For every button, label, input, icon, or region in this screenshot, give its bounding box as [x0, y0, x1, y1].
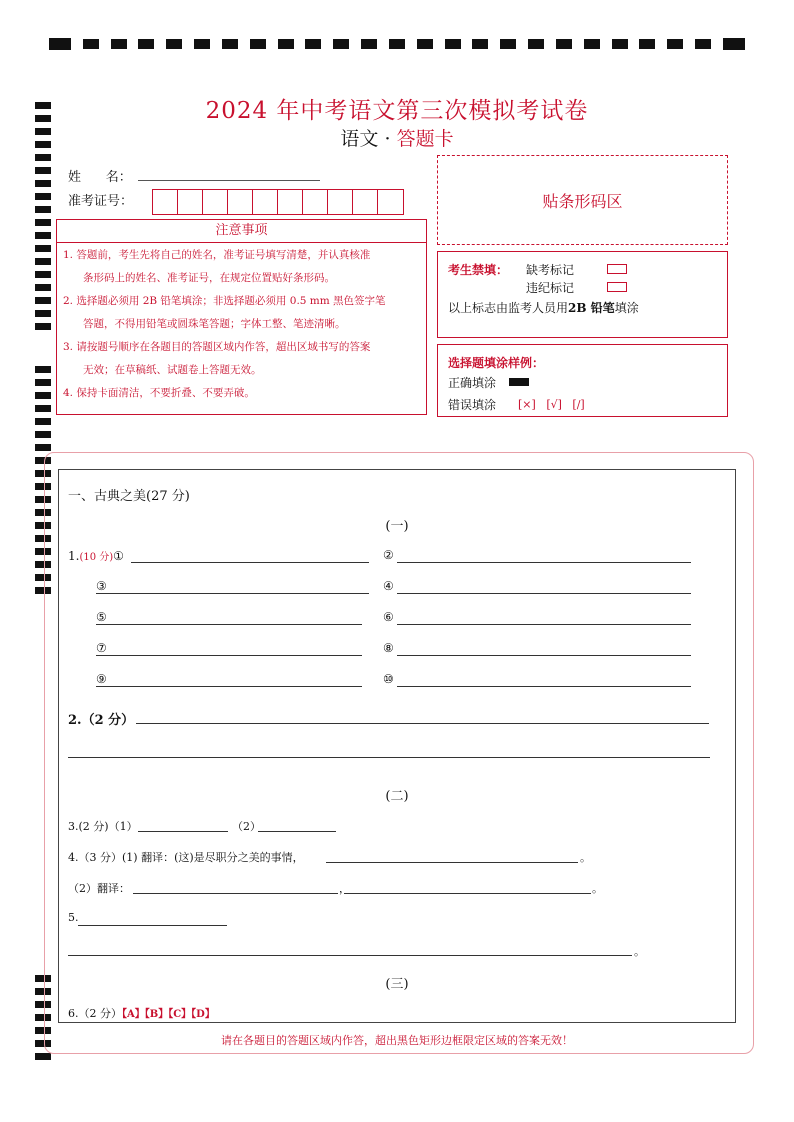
q4-blank-1[interactable]	[326, 862, 578, 863]
timing-mark	[389, 39, 405, 49]
page-subtitle	[0, 124, 794, 151]
blank-10-line[interactable]	[397, 686, 691, 687]
timing-mark	[639, 39, 655, 49]
timing-mark	[222, 39, 238, 49]
notice-item-3b: 无效；在草稿纸、试题卷上答题无效。	[83, 364, 262, 376]
exam-id-digit-box[interactable]	[153, 190, 178, 214]
q5-end: 。	[634, 945, 645, 958]
blank-4-label: ④	[383, 579, 394, 593]
exam-id-digit-box[interactable]	[178, 190, 203, 214]
timing-mark	[194, 39, 210, 49]
wrong-fill-marks	[518, 398, 585, 411]
timing-mark	[35, 219, 51, 226]
q4b-blank-2[interactable]	[344, 893, 591, 894]
barcode-area: 贴条形码区	[437, 155, 728, 245]
q4b-label: （2）翻译：	[68, 882, 130, 895]
timing-mark	[35, 154, 51, 161]
timing-mark	[35, 297, 51, 304]
name-field[interactable]	[138, 180, 320, 181]
timing-mark	[35, 167, 51, 174]
q5-blank-1[interactable]	[78, 925, 227, 926]
q4b-comma: ，	[339, 882, 350, 895]
exam-id-digit-box[interactable]	[253, 190, 278, 214]
page-title: 2024 年中考语文第三次模拟考试卷	[205, 98, 589, 124]
timing-mark	[35, 366, 51, 373]
part2-heading: (二)	[385, 789, 409, 804]
blank-3-line[interactable]	[96, 593, 369, 594]
blank-1-label: ①	[113, 549, 124, 563]
q3-label: 3.(2 分)（1）	[68, 820, 138, 833]
timing-mark	[35, 392, 51, 399]
exam-id-digit-box[interactable]	[228, 190, 253, 214]
blank-6-label: ⑥	[383, 610, 394, 624]
proctor-note-a: 以上标志由监考人员用	[448, 301, 569, 315]
q4-label: 4.（3 分）(1) 翻译：(这)是尽职分之美的事情，	[68, 851, 304, 864]
proctor-note-c: 填涂	[614, 301, 639, 315]
notice-box	[56, 219, 427, 415]
blank-5-label: ⑤	[96, 610, 107, 624]
fill-sample-heading: 选择题填涂样例：	[448, 356, 545, 370]
part3-heading: (三)	[385, 977, 409, 992]
wrong-mark-cross: [×]	[518, 398, 536, 411]
timing-mark	[35, 271, 51, 278]
timing-mark	[472, 39, 488, 49]
answer-card-label: 答题卡	[396, 128, 454, 150]
notice-heading: 注意事项	[57, 220, 426, 243]
notice-item-3a: 3. 请按题号顺序在各题目的答题区域内作答，超出区域书写的答案	[63, 341, 371, 353]
q3-blank-2[interactable]	[258, 831, 336, 832]
timing-mark	[35, 206, 51, 213]
timing-mark	[35, 1053, 51, 1060]
timing-mark	[305, 39, 321, 49]
violation-mark-label: 违纪标记	[526, 281, 575, 295]
timing-mark	[667, 39, 683, 49]
blank-2-label: ②	[383, 548, 394, 562]
exam-id-boxes[interactable]	[152, 189, 404, 215]
proctor-only-label: 考生禁填：	[448, 263, 509, 277]
timing-mark	[556, 39, 572, 49]
timing-mark	[35, 379, 51, 386]
answer-area	[58, 469, 736, 1023]
timing-mark	[278, 39, 294, 49]
q6-label	[68, 1005, 215, 1021]
timing-mark	[35, 310, 51, 317]
blank-4-line[interactable]	[397, 593, 691, 594]
blank-9-line[interactable]	[96, 686, 362, 687]
notice-item-1b: 条形码上的姓名、准考证号，在规定位置贴好条形码。	[83, 272, 335, 284]
q6-number: 6.（2 分）	[68, 1007, 122, 1020]
exam-id-digit-box[interactable]	[378, 190, 403, 214]
blank-10-label: ⑩	[383, 672, 394, 686]
notice-item-4: 4. 保持卡面清洁，不要折叠、不要弄破。	[63, 387, 255, 399]
timing-mark	[35, 444, 51, 451]
q5-blank-2[interactable]	[68, 955, 632, 956]
timing-mark	[35, 193, 51, 200]
q2-line-2[interactable]	[68, 757, 710, 758]
timing-mark	[83, 39, 99, 49]
q1-label	[68, 548, 124, 563]
footer-warning: 请在各题目的答题区域内作答，超出黑色矩形边框限定区域的答案无效！	[221, 1034, 573, 1047]
wrong-mark-check: [√]	[546, 398, 562, 411]
timing-mark	[35, 405, 51, 412]
q4b-end: 。	[592, 882, 603, 895]
blank-8-label: ⑧	[383, 641, 394, 655]
exam-id-digit-box[interactable]	[278, 190, 303, 214]
timing-mark	[361, 39, 377, 49]
timing-mark	[35, 418, 51, 425]
blank-7-label: ⑦	[96, 641, 107, 655]
notice-item-1a: 1. 答题前，考生先将自己的姓名，准考证号填写清楚，并认真核准	[63, 249, 371, 261]
timing-mark	[417, 39, 433, 49]
exam-id-label: 准考证号：	[68, 194, 134, 209]
timing-mark	[35, 245, 51, 252]
q1-score: (10 分)	[79, 552, 114, 563]
q5-label: 5.	[68, 911, 79, 924]
correct-fill-mark	[509, 378, 529, 386]
blank-5-line[interactable]	[96, 624, 362, 625]
proctor-only-box	[437, 251, 728, 338]
absent-mark-box[interactable]	[607, 264, 627, 274]
q4-end: 。	[580, 851, 591, 864]
timing-mark	[584, 39, 600, 49]
timing-mark	[35, 180, 51, 187]
part1-heading: (一)	[385, 519, 409, 534]
blank-7-line[interactable]	[96, 655, 362, 656]
timing-mark	[612, 39, 628, 49]
name-label: 姓 名：	[68, 170, 132, 185]
exam-id-digit-box[interactable]	[303, 190, 328, 214]
timing-mark	[49, 38, 71, 50]
wrong-fill-label: 错误填涂	[448, 398, 497, 412]
timing-mark	[35, 323, 51, 330]
timing-mark	[138, 39, 154, 49]
violation-mark-box[interactable]	[607, 282, 627, 292]
blank-1-line[interactable]	[131, 562, 369, 563]
q6-options[interactable]: 【A】【B】【C】【D】	[122, 1009, 215, 1020]
exam-id-digit-box[interactable]	[353, 190, 378, 214]
timing-mark	[35, 258, 51, 265]
blank-2-line[interactable]	[397, 562, 691, 563]
correct-fill-label: 正确填涂	[448, 376, 497, 390]
timing-mark	[35, 232, 51, 239]
q4b-blank-1[interactable]	[133, 893, 338, 894]
timing-mark	[528, 39, 544, 49]
blank-3-label: ③	[96, 579, 107, 593]
timing-marks-top	[49, 38, 745, 50]
timing-mark	[333, 39, 349, 49]
exam-id-digit-box[interactable]	[328, 190, 353, 214]
q3-label-2: （2）	[232, 820, 261, 833]
q3-blank-1[interactable]	[138, 831, 228, 832]
proctor-note	[448, 299, 639, 316]
proctor-note-b: 2B 铅笔	[568, 301, 615, 315]
subject-label: 语文	[340, 128, 379, 150]
subtitle-dot: ·	[384, 128, 391, 150]
notice-item-2a: 2. 选择题必须用 2B 铅笔填涂；非选择题必须用 0.5 mm 黑色签字笔	[63, 295, 386, 307]
exam-id-digit-box[interactable]	[203, 190, 228, 214]
q1-number: 1.	[68, 549, 80, 563]
notice-item-2b: 答题，不得用铅笔或圆珠笔答题；字体工整、笔迹清晰。	[83, 318, 346, 330]
timing-mark	[723, 38, 745, 50]
blank-8-line[interactable]	[397, 655, 691, 656]
absent-mark-label: 缺考标记	[526, 263, 575, 277]
timing-mark	[35, 284, 51, 291]
timing-mark	[111, 39, 127, 49]
q2-line-1[interactable]	[136, 723, 709, 724]
timing-mark	[445, 39, 461, 49]
fill-sample-box	[437, 344, 728, 417]
blank-6-line[interactable]	[397, 624, 691, 625]
timing-mark	[35, 431, 51, 438]
timing-mark	[500, 39, 516, 49]
blank-9-label: ⑨	[96, 672, 107, 686]
timing-mark	[250, 39, 266, 49]
timing-mark	[166, 39, 182, 49]
q2-label: 2.（2 分）	[68, 713, 135, 728]
timing-mark	[695, 39, 711, 49]
section1-title: 一、古典之美(27 分)	[68, 489, 190, 504]
wrong-mark-slash: [/]	[572, 398, 585, 411]
